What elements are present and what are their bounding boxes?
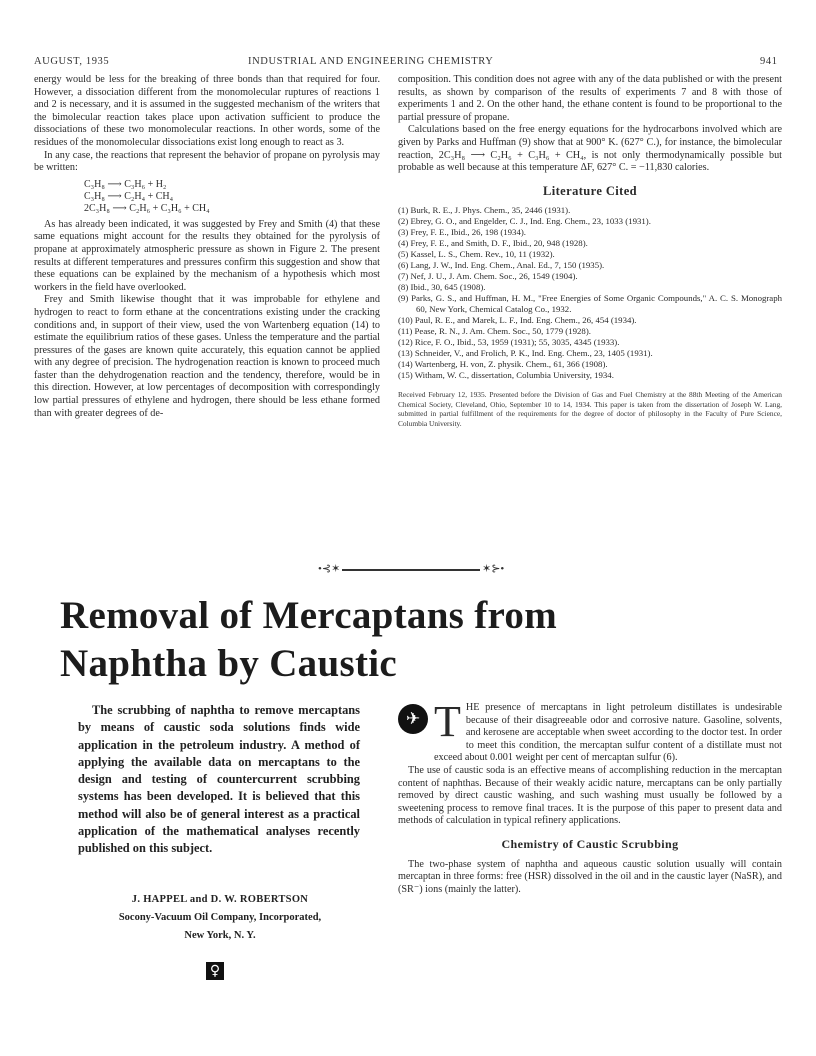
paragraph: composition. This condition does not agree with any of the data published or with the present results, as shown by comparison of the results of experiments 7 and 8 with those of experiments 1 and 2. On the other hand, the ethane content is found to be proportional to the partial pressure of propane. xyxy=(398,74,782,123)
intro-text: HE presence of mercaptans in light petroleum distillates is undesirable because of their disagreeable odor and corrosive nature. Gasoline, solvents, and kerosene are acceptable when sweet according to the doctor test. In order to meet this condition, the mercaptan sulfur content of a distillate must not exceed about 0.001 weight per cent of mercaptan sulfur (6). xyxy=(434,702,782,764)
reaction-equations xyxy=(84,179,380,215)
authors: J. HAPPEL and D. W. ROBERTSON xyxy=(131,894,309,905)
reference: (4) Frey, F. E., and Smith, D. F., Ibid., 20, 948 (1928). xyxy=(398,238,588,249)
ornament-left: •⊰✶ xyxy=(318,563,341,575)
reference: (3) Frey, F. E., Ibid., 26, 198 (1934). xyxy=(398,227,526,238)
equation: C₃H₈ ⟶ C₂H₄ + CH₄ xyxy=(84,190,174,202)
reference: (10) Paul, R. E., and Marek, L. F., Ind. Eng. Chem., 26, 454 (1934). xyxy=(398,315,637,326)
paragraph: Frey and Smith likewise thought that it was improbable for ethylene and hydrogen to react to form ethane at the concentrations existing under the cracking conditions and, in support of their view, used the von Wartenberg equation (14) to estimate the equilibrium ratios of these gases. Unless the temperature and the partial pressures of the gases are known quite accurately, this equation cannot be applied with any degree of precision. The hydrogenation reaction is known to proceed much faster than the dehydrogenation reaction and the tendency, therefore, would be in this direction. However, at low percentages of decomposition with correspondingly low partial pressures of ethylene and hydrogen, there should be less ethane formed than with greater degrees of de- xyxy=(34,294,380,419)
left-column xyxy=(34,74,380,420)
ornamental-divider xyxy=(318,563,505,575)
reference: (11) Pease, R. N., J. Am. Chem. Soc., 50, 1779 (1928). xyxy=(398,326,591,337)
right-column xyxy=(398,74,782,428)
article-title-line2: Naphtha by Caustic xyxy=(60,642,397,685)
drop-cap: T xyxy=(434,697,461,746)
reference: (9) Parks, G. S., and Huffman, H. M., "Free Energies of Some Organic Compounds," A. C. S. Monograph 60, New York, Chemical Catalog Co., 1932. xyxy=(398,293,782,315)
running-header-journal: INDUSTRIAL AND ENGINEERING CHEMISTRY xyxy=(248,56,494,67)
article-title-line1: Removal of Mercaptans from xyxy=(60,594,557,637)
running-header-date: AUGUST, 1935 xyxy=(34,56,110,67)
equation: 2C₃H₈ ⟶ C₂H₆ + C₃H₆ + CH₄ xyxy=(84,202,210,214)
section-heading: Chemistry of Caustic Scrubbing xyxy=(501,836,679,851)
location: New York, N. Y. xyxy=(184,930,256,941)
reference-list xyxy=(398,205,782,381)
paragraph: As has already been indicated, it was suggested by Frey and Smith (4) that these same equations might account for the results they obtained for the pyrolysis of propane at approximately atmospheric pressure as shown in Figure 2. The present results at different temperatures and pressures confirm this suggestion and show that these equations can be explained by the mechanism of a hypothesis which most workers in the field have overlooked. xyxy=(34,218,380,293)
reference: (15) Witham, W. C., dissertation, Columbia University, 1934. xyxy=(398,370,614,381)
reference: (1) Burk, R. E., J. Phys. Chem., 35, 2446 (1931). xyxy=(398,205,571,216)
affiliation: Socony-Vacuum Oil Company, Incorporated, xyxy=(118,912,322,923)
ornament-right: ✶⊱• xyxy=(482,563,505,575)
reference: (7) Nef, J. U., J. Am. Chem. Soc., 26, 1549 (1904). xyxy=(398,271,578,282)
intro-column xyxy=(398,697,782,896)
page-number: 941 xyxy=(760,56,778,67)
reference: (6) Lang, J. W., Ind. Eng. Chem., Anal. Ed., 7, 150 (1935). xyxy=(398,260,605,271)
received-note: Received February 12, 1935. Presented before the Division of Gas and Fuel Chemistry at the 88th Meeting of the American Chemical Society, Cleveland, Ohio, September 10 to 14, 1934. This paper is taken from the dissertation of Joseph W. Lang, submitted in partial fulfillment of the requirements for the degree of doctor of philosophy in the Faculty of Pure Science, Columbia University. xyxy=(398,390,782,428)
paragraph: In any case, the reactions that represent the behavior of propane on pyrolysis may be written: xyxy=(34,149,380,174)
equation: C₃H₈ ⟶ C₃H₆ + H₂ xyxy=(84,178,167,190)
paragraph: Calculations based on the free energy equations for the hydrocarbons involved which are given by Parks and Huffman (9) show that at 900° K. (627° C.), for instance, the bimolecular reaction, 2C₃H₈ ⟶ C₂H₆ + C₃H₆ + CH₄, is not only thermodynamically possible but probable as well because at this temperature ΔF, 627° C. = −11,830 calories. xyxy=(398,124,782,174)
airplane-icon: ✈ xyxy=(398,704,428,734)
reference: (14) Wartenberg, H. von, Z. physik. Chem., 61, 366 (1908). xyxy=(398,359,608,370)
paragraph: energy would be less for the breaking of three bonds than that required for four. However, a dissociation different from the monomolecular ruptures of reactions 1 and 2 is necessary, and it is assumed in the suggested mechanism of the writers that the bimolecular reaction takes place upon activation sufficient to produce the dissociations of these two monomolecular reactions. In other words, some of the residues of the monomolecular dissociations exist long enough to react as 3. xyxy=(34,74,380,148)
abstract: The scrubbing of naphtha to remove mercaptans by means of caustic soda solutions finds wide application in the petroleum industry. A method of applying the available data on mercaptans to the design and testing of countercurrent scrubbing systems has been developed. It is believed that this method will also be of general interest as a practical application of the mathematical analyses recently published on this subject. xyxy=(78,703,360,856)
reference: (5) Kassel, L. S., Chem. Rev., 10, 11 (1932). xyxy=(398,249,555,260)
female-symbol-icon: ♀ xyxy=(206,962,224,980)
reference: (13) Schneider, V., and Frolich, P. K., Ind. Eng. Chem., 23, 1405 (1931). xyxy=(398,348,653,359)
paragraph: The two-phase system of naphtha and aqueous caustic solution usually will contain mercaptan in three forms: free (HSR) dissolved in the oil and in the caustic layer (NaSR), and (SR⁻) ions (mainly the latter). xyxy=(398,858,782,895)
paragraph: The use of caustic soda is an effective means of accomplishing reduction in the mercaptan content of naphthas. Because of their weakly acidic nature, mercaptans can be only partially removed by direct caustic washing, and such washing must usually be followed by a sweetening process to remove final traces. It is the purpose of this paper to present data and methods of calculation in typical refinery applications. xyxy=(398,764,782,827)
literature-cited-heading: Literature Cited xyxy=(543,183,637,198)
reference: (12) Rice, F. O., Ibid., 53, 1959 (1931); 55, 3035, 4345 (1933). xyxy=(398,337,620,348)
reference: (2) Ebrey, G. O., and Engelder, C. J., Ind. Eng. Chem., 23, 1033 (1931). xyxy=(398,216,651,227)
reference: (8) Ibid., 30, 645 (1908). xyxy=(398,282,486,293)
